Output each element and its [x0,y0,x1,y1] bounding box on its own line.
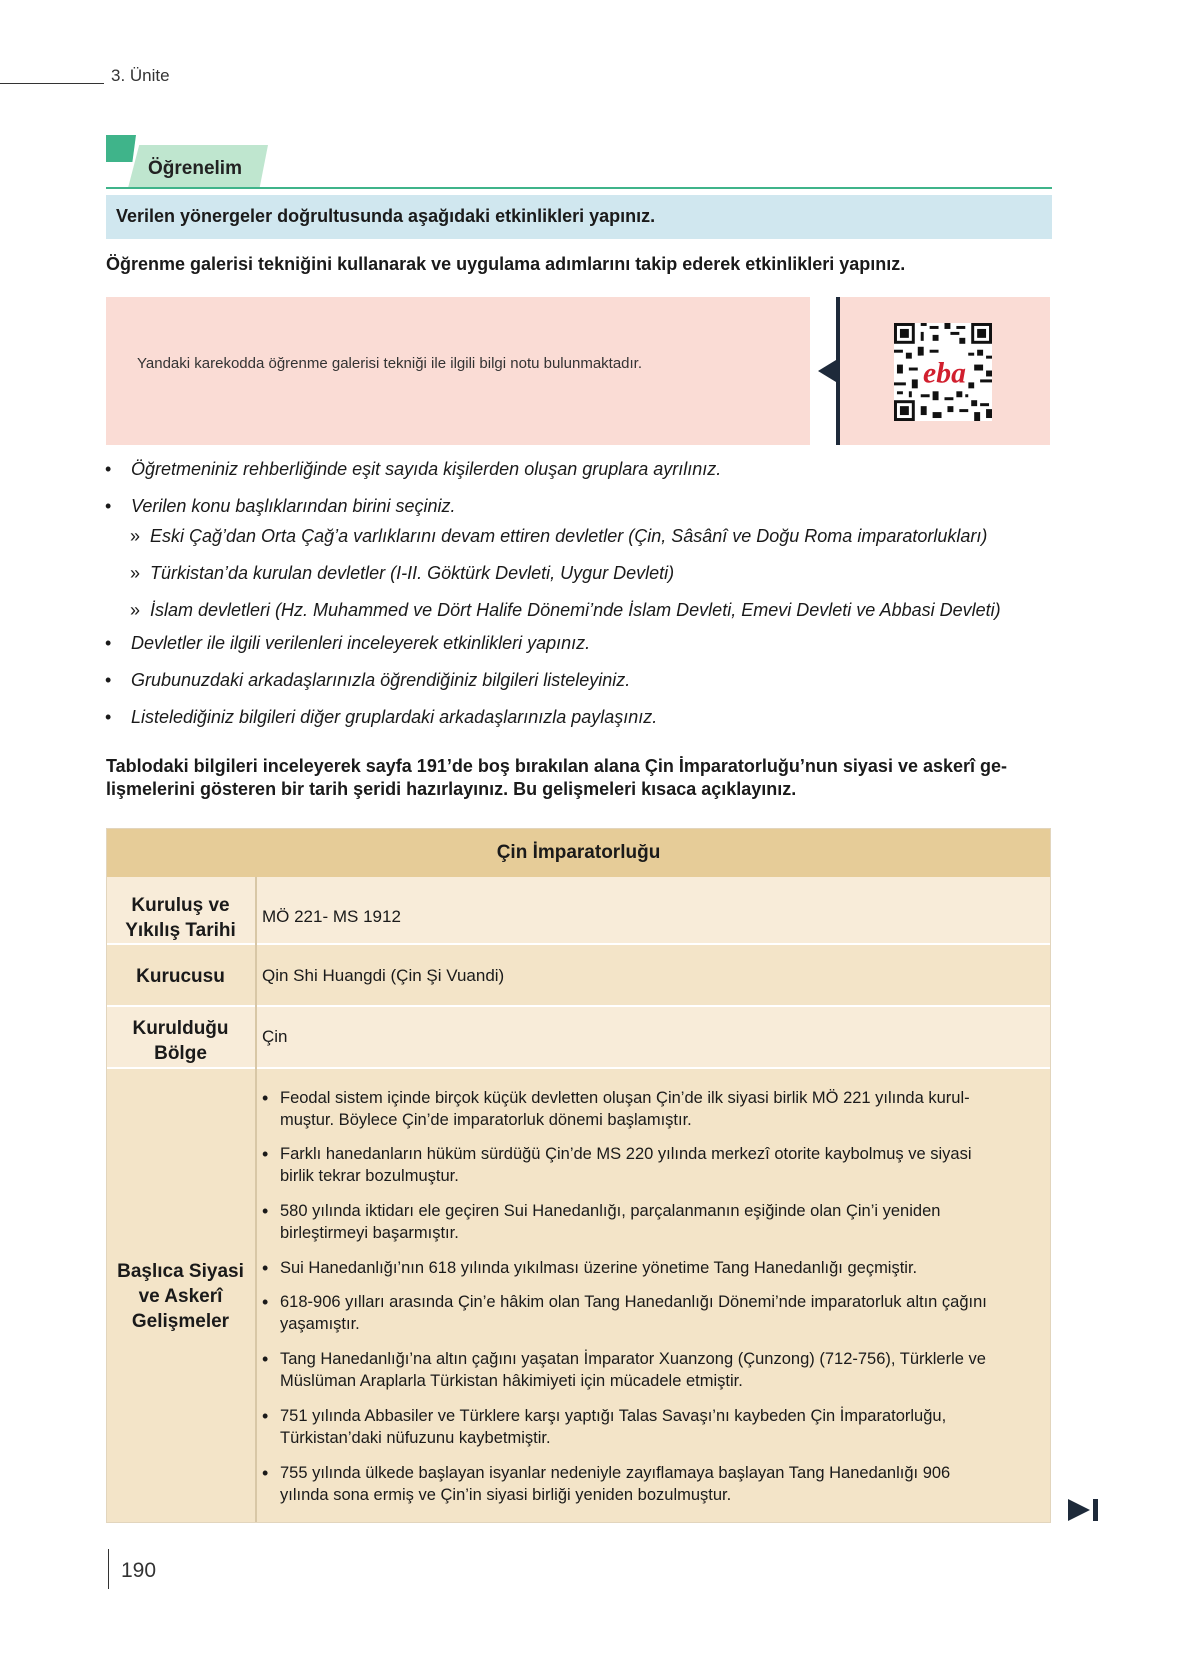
list-item: • Öğretmeniniz rehberliğinde eşit sayıda kişilerden oluşan gruplara ayrılınız. [105,459,722,479]
question-1: Öğrenme galerisi tekniğini kullanarak ve uygulama adımlarını takip ederek etkinlikleri yapınız. [106,254,906,274]
info-text: Yandaki karekodda öğrenme galerisi tekniği ile ilgili bilgi notu bulunmaktadır. [137,355,643,372]
row-label: Kurucusu [136,966,225,987]
sub-list-item: » Eski Çağ’dan Orta Çağ’a varlıklarını devam ettiren devletler (Çin, Sâsânî ve Doğu Roma imparatorlukları) [130,526,988,546]
page-number-bar [108,1549,109,1589]
row-value: MÖ 221- MS 1912 [262,907,401,926]
development-item: • Tang Hanedanlığı’na altın çağını yaşatan İmparator Xuanzong (Çunzong) (712-756), Türklerle ve Müslüman Araplarla Türkistan hâkimiyeti için mücadele etmiştir. [260,1348,1045,1392]
next-page-icon[interactable] [1068,1497,1100,1523]
unit-label: 3. Ünite [111,66,170,85]
sub-list-item: » Türkistan’da kurulan devletler (I-II. Göktürk Devleti, Uygur Devleti) [130,563,675,583]
development-item: • 618-906 yılları arasında Çin’e hâkim olan Tang Hanedanlığı Dönemi’nde imparatorluk altın çağını yaşamıştır. [260,1291,1045,1335]
row-label: Kurulduğu Bölge [132,1018,229,1064]
development-item: • Sui Hanedanlığı’nın 618 yılında yıkılması üzerine yönetime Tang Hanedanlığı geçmiştir. [260,1257,1045,1279]
qr-code-icon[interactable] [894,323,992,421]
section-rule [106,187,1052,189]
row-label: Başlıca Siyasi ve Askerî Gelişmeler [117,1261,244,1332]
development-item: • 751 yılında Abbasiler ve Türklere karşı yaptığı Talas Savaşı’nı kaybeden Çin İmparatorluğu, Türkistan’daki nüfuzunu kaybetmiştir. [260,1405,1045,1449]
development-item: • Feodal sistem içinde birçok küçük devletten oluşan Çin’de ilk siyasi birlik MÖ 221 yılında kurul- muştur. Böylece Çin’de imparatorluk dönemi başlamıştır. [260,1087,1045,1131]
row-value: Qin Shi Huangdi (Çin Şi Vuandi) [262,966,505,985]
sub-list-item: » İslam devletleri (Hz. Muhammed ve Dört Halife Dönemi’nde İslam Devleti, Emevi Devleti ve Abbasi Devleti) [130,600,1001,620]
row-label: Kuruluş ve Yıkılış Tarihi [125,895,236,941]
section-tab-label: Öğrenelim [148,158,242,179]
tab-accent-square [106,135,136,162]
development-item: • 755 yılında ülkede başlayan isyanlar nedeniyle zayıflamaya başlayan Tang Hanedanlığı 906 yılında sona ermiş ve Çin’in siyasi birliği yeniden bozulmuştur. [260,1462,1045,1506]
development-item: • 580 yılında iktidarı ele geçiren Sui Hanedanlığı, parçalanmanın eşiğinde olan Çin’i yeniden birleştirmeyi başarmıştır. [260,1200,1045,1244]
instruction-text: Verilen yönergeler doğrultusunda aşağıdaki etkinlikleri yapınız. [116,206,656,226]
header-rule [0,83,104,84]
table-title: Çin İmparatorluğu [496,842,661,863]
page-number: 190 [121,1559,157,1582]
pointer-arrow-icon [818,360,836,382]
list-item: • Devletler ile ilgili verilenleri inceleyerek etkinlikleri yapınız. [105,633,591,653]
svg-text:eba: eba [923,357,966,390]
row-value: Çin [262,1027,288,1046]
development-item: • Farklı hanedanların hüküm sürdüğü Çin’de MS 220 yılında merkezî otorite kaybolmuş ve siyasi birlik tekrar bozulmuştur. [260,1143,1045,1187]
list-item: • Listelediğiniz bilgileri diğer gruplardaki arkadaşlarınızla paylaşınız. [105,707,658,727]
list-item: • Verilen konu başlıklarından birini seçiniz. [105,496,456,516]
list-item: • Grubunuzdaki arkadaşlarınızla öğrendiğiniz bilgileri listeleyiniz. [105,670,631,690]
question-2: Tablodaki bilgileri inceleyerek sayfa 191’de boş bırakılan alana Çin İmparatorluğu’nun siyasi ve askerî ge- lişmelerini gösteren bir tarih şeridi hazırlayınız. Bu gelişmeleri kısaca açıklayınız. [106,756,1008,799]
